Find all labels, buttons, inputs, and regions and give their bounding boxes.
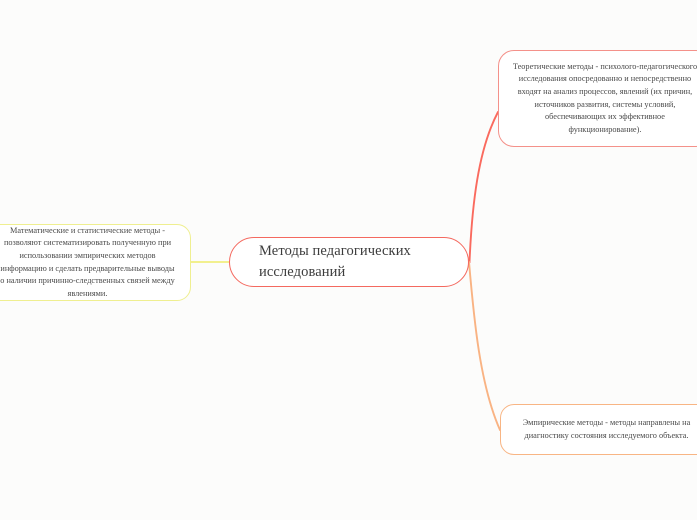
mindmap-branch-theoretical-label: Теоретические методы - психолого-педагогического исследования опосредованно и непосредственно входят на анализ процессов, явлений (их причин, источников развития, системы условий, обеспечивающих их эффективное функционирование). — [512, 61, 697, 134]
connector-root-to-theoretical — [469, 112, 498, 262]
mindmap-branch-theoretical[interactable] — [498, 50, 697, 147]
mindmap-branch-empirical-label: Эмпирические методы - методы направлены на диагностику состояния исследуемого объекта. — [522, 417, 691, 440]
mindmap-root-label: Методы педагогических исследований — [259, 242, 411, 280]
mindmap-branch-empirical[interactable] — [500, 404, 697, 455]
connector-root-to-empirical — [469, 262, 500, 430]
mindmap-branch-math-label: Математические и статистические методы - позволяют систематизировать полученную при использовании эмпирических методов информацию и сделать предварительные выводы о наличии причинно-следственных связей между явлениями. — [0, 225, 175, 298]
mindmap-branch-math[interactable] — [0, 224, 191, 301]
mindmap-root-node[interactable] — [229, 237, 469, 287]
